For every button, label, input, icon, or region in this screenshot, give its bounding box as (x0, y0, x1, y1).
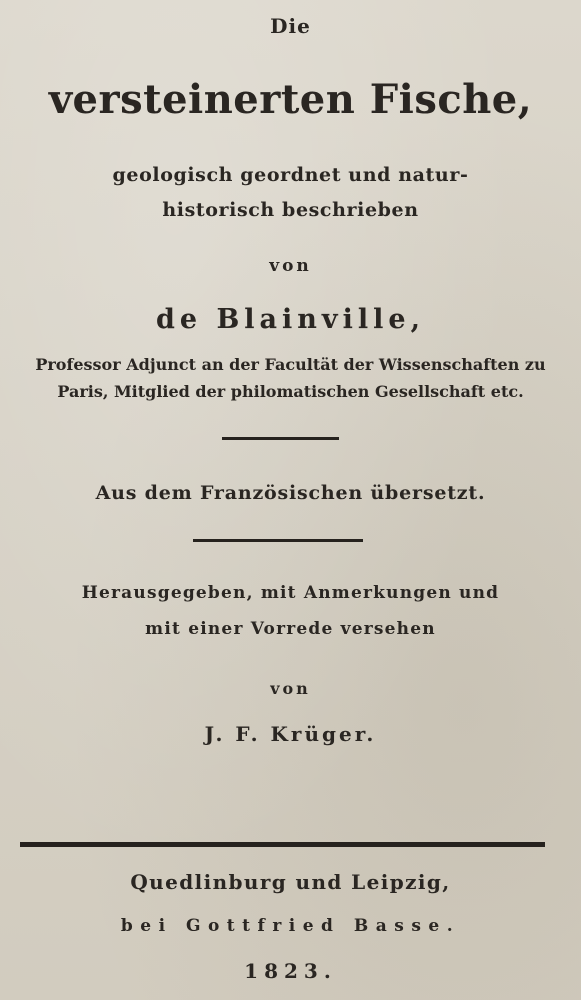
divider-rule-2 (193, 539, 363, 542)
editor-note-line-1: Herausgegeben, mit Anmerkungen und (81, 583, 500, 603)
imprint-publisher: bei Gottfried Basse. (120, 916, 461, 936)
author-affiliation-line-1: Professor Adjunct an der Facultät der Wissenschaften zu (35, 355, 546, 374)
editor-name: J. F. Krüger. (204, 722, 377, 746)
title-article: Die (270, 14, 311, 38)
author-name: de Blainville, (156, 304, 425, 335)
imprint-place: Quedlinburg und Leipzig, (130, 870, 451, 894)
subtitle-line-1: geologisch geordnet und natur- (112, 164, 469, 186)
by-word-editor: von (270, 679, 311, 698)
author-affiliation-line-2: Paris, Mitglied der philomatischen Gesellschaft etc. (57, 382, 524, 401)
imprint-year: 1823. (244, 959, 337, 983)
by-word-author: von (269, 256, 312, 276)
divider-rule-1 (222, 437, 339, 440)
imprint-rule (20, 842, 545, 847)
translation-note: Aus dem Französischen übersetzt. (95, 482, 486, 504)
book-title: versteinerten Fische, (48, 76, 533, 123)
subtitle-line-2: historisch beschrieben (162, 199, 419, 221)
editor-note-line-2: mit einer Vorrede versehen (145, 619, 436, 639)
